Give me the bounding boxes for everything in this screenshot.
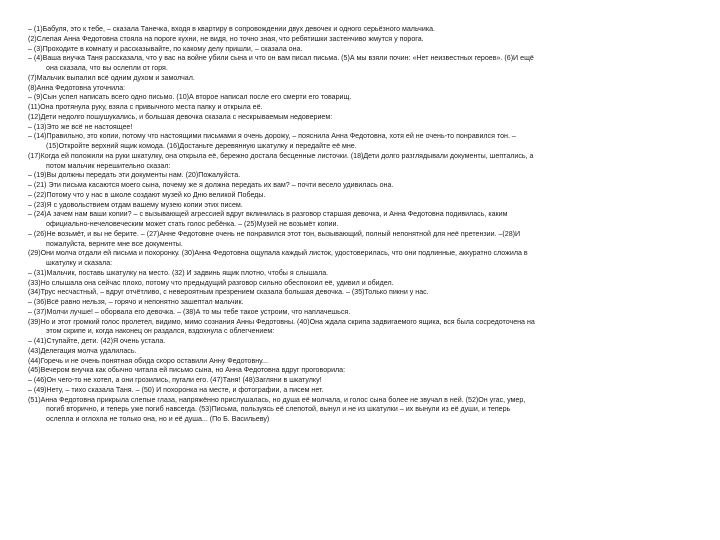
text-line: – (4)Ваша внучка Таня рассказала, что у вас на войне убили сына и что он вам писал письма. (5)А мы взяли почин: «Нет неизвестных героев». (6)И ещё — [28, 54, 534, 63]
text-line: этом скрипе и, когда наконец он раздался, вздохнула с облегчением: — [46, 327, 275, 336]
text-line: (12)Дети недолго пошушукались, и большая девочка сказала с нескрываемым недоверием: — [28, 112, 333, 121]
text-line: – (21) Эти письма касаются моего сына, почему же я должна передать их вам? – почти весело удивилась она. — [28, 181, 394, 189]
text-line: – (3)Проходите в комнату и рассказывайте, по какому делу пришли, – сказала она. — [28, 44, 303, 53]
text-line: (11)Она протянула руку, взяла с привычного места папку и открыла её. — [28, 103, 263, 111]
text-line: – (46)Он чего-то не хотел, а они грозились, пугали его. (47)Таня! (48)Загляни в шкатулку! — [28, 376, 322, 384]
text-line: (15)Откройте верхний ящик комода. (16)Достаньте деревянную шкатулку и передайте её мне. — [46, 142, 357, 150]
document-text — [28, 25, 700, 425]
text-line: – (41)Ступайте, дети. (42)Я очень устала. — [28, 337, 166, 345]
text-line: – (36)Всё равно нельзя, – горячо и непонятно зашептал мальчик. — [28, 298, 244, 306]
text-line: (44)Горечь и не очень понятная обида скоро оставили Анну Федотовну... — [28, 356, 268, 365]
text-line: пожалуйста, верните мне все документы. — [46, 239, 183, 248]
text-line: – (14)Правильно, это копии, потому что настоящими письмами я очень дорожу, – пояснила Анна Федотовна, хотя ей не очень-то понравился тон. – — [28, 132, 516, 141]
text-line: (45)Вечером внучка как обычно читала ей письмо сына, но Анна Федотовна вдруг проговорила: — [28, 366, 346, 375]
text-line: она сказала, что вы ослепли от горя. — [46, 64, 168, 72]
text-line: – (37)Молчи лучше! – оборвала его девочка. – (38)А то мы тебе такое устроим, что наплачешься. — [28, 307, 351, 316]
text-line: (33)Но слышала она сейчас плохо, потому что предыдущий разговор сильно обеспокоил её, удивил и обидел. — [28, 278, 394, 287]
text-line: потом мальчик нерешительно сказал: — [46, 161, 171, 170]
text-line: – (49)Нету, – тихо сказала Таня. – (50) И похоронка на месте, и фотографии, а писем нет. — [28, 385, 324, 394]
text-line: ослепла и оглохла не только она, но и её душа... (По Б. Васильеву) — [46, 415, 270, 423]
text-line: – (19)Вы должны передать эти документы нам. (20)Пожалуйста. — [28, 171, 241, 180]
text-line: – (31)Мальчик, поставь шкатулку на место. (32) И задвинь ящик плотно, чтобы я слышала. — [28, 268, 329, 277]
text-line: – (13)Это же всё не настоящее! — [28, 122, 133, 131]
text-line: – (9)Сын успел написать всего одно письмо. (10)А второе написал после его смерти его товарищ. — [28, 93, 352, 102]
text-line: (2)Слепая Анна Федотовна стояла на пороге кухни, не видя, но точно зная, что ребятишки застенчиво жмутся у порога. — [28, 34, 424, 43]
text-line: (29)Они молча отдали ей письма и похоронку. (30)Анна Федотовна ощупала каждый листок, удостоверилась, что они подлинные, аккуратно сложила в — [28, 249, 528, 258]
text-line: (51)Анна Федотовна прикрыла слепые глаза, напряжённо прислушалась, но душа её молчала, и голос сына более не звучал в ней. (52)Он угас, умер, — [28, 395, 526, 404]
text-line: шкатулку и сказала: — [46, 259, 113, 267]
text-line: – (22)Потому что у нас в школе создают музей ко Дню великой Победы. — [28, 190, 266, 199]
text-line: – (23)Я с удовольствием отдам вашему музею копии этих писем. — [28, 200, 243, 209]
text-line: (43)Делегация молча удалилась. — [28, 346, 137, 355]
text-line: (7)Мальчик выпалил всё одним духом и замолчал. — [28, 73, 195, 82]
text-line: (39)Но и этот громкий голос пролетел, видимо, мимо сознания Анны Федотовны. (40)Она ждала скрипа задвигаемого ящика, вся была сосредоточена на — [28, 317, 535, 326]
text-line: – (24)А зачем нам ваши копии? – с вызывающей агрессией вдруг вклинилась в разговор старшая девочка, и Анна Федотовна подивилась, каким — [28, 210, 508, 219]
text-line: – (1)Бабуля, это к тебе, – сказала Танечка, входя в квартиру в сопровождении двух девочек и одного серьёзного мальчика. — [28, 25, 436, 33]
text-line: – (26)Не возьмёт, и вы не берите. – (27)Анне Федотовне очень не понравился этот тон, вызывающий, полный непонятной для неё претензии. –(28)И — [28, 229, 521, 238]
text-line: официально-нечеловеческим может стать голос ребёнка. – (25)Музей не возьмёт копии. — [46, 220, 339, 228]
text-line: (8)Анна Федотовна уточнила: — [28, 83, 126, 92]
text-line: (17)Когда ей положили на руки шкатулку, она открыла её, бережно достала бесценные листочки. (18)Дети долго разглядывали документы, шептались, а — [28, 151, 534, 160]
text-line: (34)Трус несчастный, – вдруг отчётливо, с невероятным презрением сказала большая девочка. – (35)Только пикни у нас. — [28, 288, 429, 297]
text-line: погиб вторично, и теперь уже погиб навсегда. (53)Письма, пользуясь её слепотой, вынул и не из шкатулки – их вынули из её души, и теперь — [46, 405, 511, 414]
